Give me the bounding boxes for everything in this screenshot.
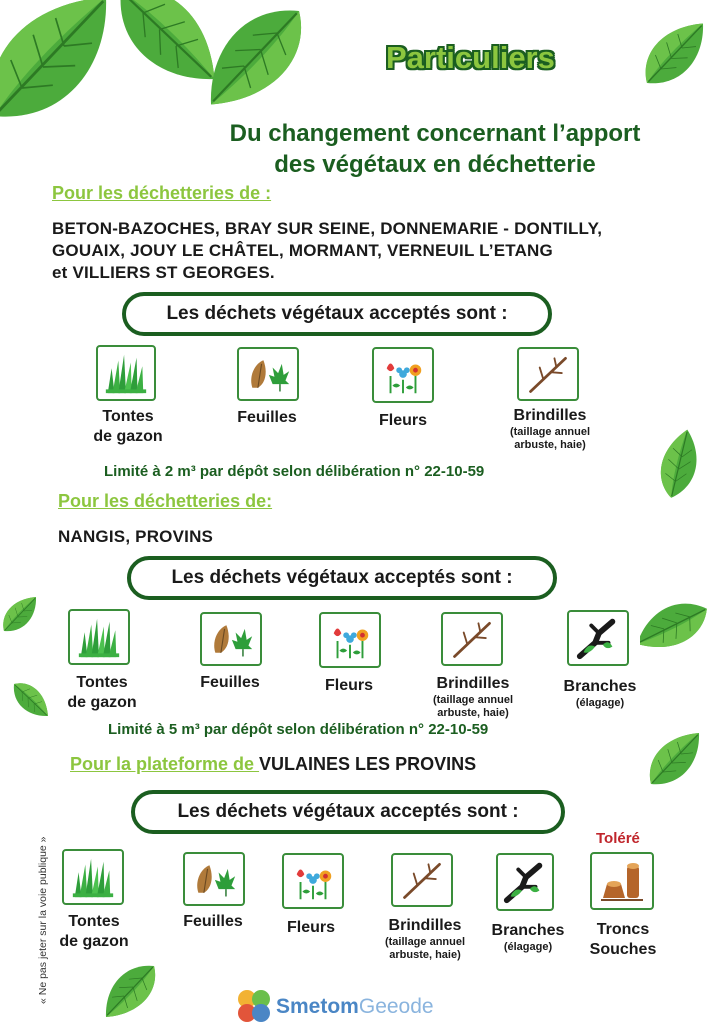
stump-icon [590,852,654,910]
section2-towns: NANGIS, PROVINS [58,527,214,546]
decorative-leaf-icon [100,960,160,1020]
decorative-leaf-icon [10,670,50,730]
item-fleurs: Fleurs [378,412,427,429]
decorative-leaf-icon [200,0,310,110]
grass-icon [96,345,156,401]
item-fleurs: Fleurs [286,919,335,936]
item-tontes: Tontes de gazon [67,674,137,711]
subtitle-line-2: des végétaux en déchetterie [274,151,596,178]
section3-accepted-banner: Les déchets végétaux acceptés sont : [131,790,565,834]
decorative-leaf-icon [0,580,40,650]
section1-towns [52,218,602,284]
logo-text: SmetomGeeode [276,995,434,1018]
decorative-leaf-icon [640,0,707,110]
towns-line-1: BETON-BAZOCHES, BRAY SUR SEINE, DONNEMARIE - DONTILLY, [52,219,603,238]
grass-icon [62,849,124,905]
branch-icon [567,610,629,666]
item-feuilles: Feuilles [237,409,297,426]
section2-heading: Pour les déchetteries de: [58,491,273,511]
item-branches: Branches (élagage) [563,678,637,709]
section3-town: VULAINES LES PROVINS [259,754,477,774]
flowers-icon [319,612,381,668]
decorative-leaf-icon [645,730,705,790]
item-tontes: Tontes de gazon [93,408,163,445]
flowers-icon [372,347,434,403]
logo-icon [236,988,272,1024]
decorative-leaf-icon [650,420,707,510]
twig-icon [391,853,453,907]
section1-heading: Pour les déchetteries de : [52,183,272,203]
subtitle-line-1: Du changement concernant l’apport [229,120,641,147]
section3-heading-row [70,754,476,775]
item-feuilles: Feuilles [200,674,260,691]
towns-line-2: GOUAIX, JOUY LE CHÂTEL, MORMANT, VERNEUIL L’ETANG [52,241,553,260]
leaves-icon [183,852,245,906]
item-troncs: Troncs Souches [589,921,657,958]
page-title: Particuliers [386,40,555,75]
flowers-icon [282,853,344,909]
item-brindilles: Brindilles (taillage annuel arbuste, haie) [509,407,591,451]
item-brindilles: Brindilles (taillage annuel arbuste, haie) [384,917,466,961]
item-fleurs: Fleurs [324,677,373,694]
section2-accepted-banner: Les déchets végétaux acceptés sont : [127,556,557,600]
section2-limit: Limité à 5 m³ par dépôt selon délibération n° 22-10-59 [108,721,489,738]
decorative-leaf-icon [640,590,707,660]
side-note: « Ne pas jeter sur la voie publique » [37,836,49,1004]
page-subtitle [150,118,707,180]
towns-line-3: et VILLIERS ST GEORGES. [52,263,275,282]
item-brindilles: Brindilles (taillage annuel arbuste, haie) [432,675,514,719]
section1-accepted-banner: Les déchets végétaux acceptés sont : [122,292,552,336]
section1-limit: Limité à 2 m³ par dépôt selon délibération n° 22-10-59 [104,463,485,480]
item-feuilles: Feuilles [183,913,243,930]
tolerated-label: Toléré [596,830,640,847]
twig-icon [517,347,579,401]
leaves-icon [200,612,262,666]
section3-heading: Pour la plateforme de [70,754,260,774]
branch-icon [496,853,554,911]
item-tontes: Tontes de gazon [59,913,129,950]
grass-icon [68,609,130,665]
twig-icon [441,612,503,666]
item-branches: Branches (élagage) [491,922,565,953]
decorative-leaf-icon [0,0,120,130]
leaves-icon [237,347,299,401]
